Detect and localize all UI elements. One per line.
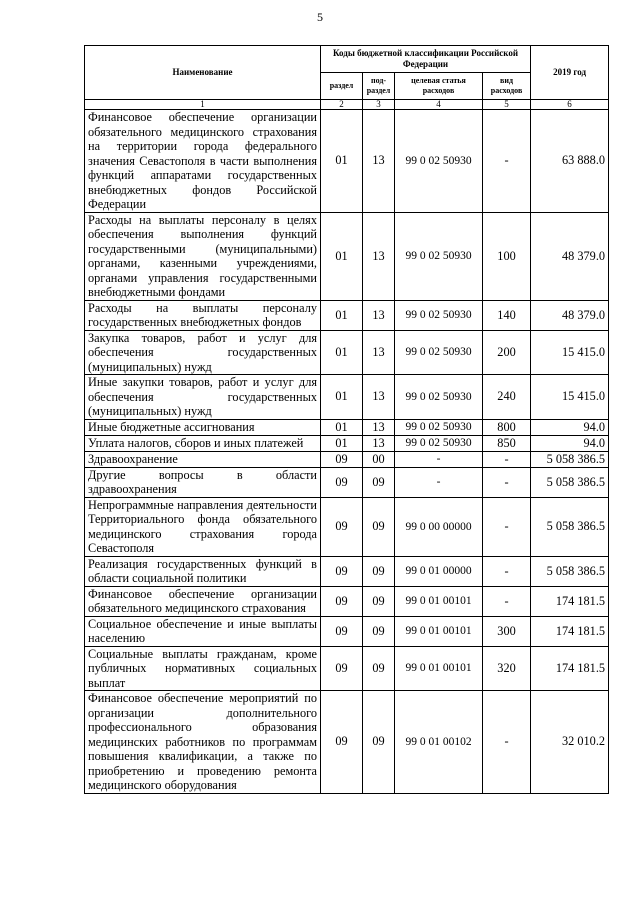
row-subsection: 13	[363, 419, 395, 435]
row-name: Иные бюджетные ассигнования	[85, 419, 321, 435]
row-target: 99 0 02 50930	[395, 419, 483, 435]
budget-table	[84, 45, 609, 794]
row-name: Другие вопросы в области здравоохранения	[85, 467, 321, 497]
row-target: 99 0 02 50930	[395, 330, 483, 375]
row-subsection: 09	[363, 646, 395, 691]
row-section: 09	[321, 497, 363, 556]
row-target: 99 0 02 50930	[395, 375, 483, 420]
table-row	[85, 646, 609, 691]
row-type: -	[483, 451, 531, 467]
table-row	[85, 419, 609, 435]
row-name: Социальные выплаты гражданам, кроме публичных нормативных социальных выплат	[85, 646, 321, 691]
row-subsection: 09	[363, 691, 395, 794]
row-subsection: 13	[363, 330, 395, 375]
table-row	[85, 497, 609, 556]
row-section: 01	[321, 330, 363, 375]
row-section: 01	[321, 110, 363, 213]
row-name: Непрограммные направления деятельности Территориального фонда обязательного медицинского страхования города Севастополя	[85, 497, 321, 556]
row-subsection: 13	[363, 110, 395, 213]
row-section: 09	[321, 451, 363, 467]
row-target: 99 0 01 00101	[395, 586, 483, 616]
row-type: 140	[483, 300, 531, 330]
row-section: 01	[321, 435, 363, 451]
row-section: 09	[321, 556, 363, 586]
header-target: целевая статья расходов	[395, 73, 483, 100]
row-amount: 5 058 386.5	[531, 467, 609, 497]
table-row	[85, 467, 609, 497]
row-name: Финансовое обеспечение организации обязательного медицинского страхования на территории города федерального значения Севастополя в части выполнения функций аппаратами государственных внебюджетных фондов Российской Федерации	[85, 110, 321, 213]
row-name: Здравоохранение	[85, 451, 321, 467]
row-type: -	[483, 467, 531, 497]
row-type: -	[483, 586, 531, 616]
header-type: вид расходов	[483, 73, 531, 100]
row-target: 99 0 00 00000	[395, 497, 483, 556]
header-subsection: под-раздел	[363, 73, 395, 100]
table-row	[85, 451, 609, 467]
row-section: 01	[321, 419, 363, 435]
row-subsection: 09	[363, 616, 395, 646]
row-target: 99 0 01 00101	[395, 616, 483, 646]
page-number: 5	[317, 10, 323, 24]
row-type: 320	[483, 646, 531, 691]
row-type: 240	[483, 375, 531, 420]
row-name: Иные закупки товаров, работ и услуг для обеспечения государственных (муниципальных) нужд	[85, 375, 321, 420]
row-amount: 15 415.0	[531, 375, 609, 420]
header-section: раздел	[321, 73, 363, 100]
row-amount: 48 379.0	[531, 212, 609, 300]
row-target: 99 0 01 00101	[395, 646, 483, 691]
row-target: 99 0 02 50930	[395, 110, 483, 213]
row-name: Уплата налогов, сборов и иных платежей	[85, 435, 321, 451]
row-section: 09	[321, 586, 363, 616]
row-amount: 5 058 386.5	[531, 451, 609, 467]
header-year: 2019 год	[531, 46, 609, 100]
row-target: 99 0 02 50930	[395, 212, 483, 300]
row-section: 01	[321, 300, 363, 330]
row-subsection: 09	[363, 467, 395, 497]
table-row	[85, 586, 609, 616]
column-number: 1	[85, 100, 321, 110]
table-row	[85, 300, 609, 330]
row-amount: 94.0	[531, 419, 609, 435]
row-subsection: 09	[363, 556, 395, 586]
row-name: Социальное обеспечение и иные выплаты населению	[85, 616, 321, 646]
row-target: 99 0 02 50930	[395, 435, 483, 451]
row-name: Финансовое обеспечение мероприятий по организации дополнительного профессионального образования медицинских работников по программам повышения квалификации, а также по приобретению и проведению ремонта медицинского оборудования	[85, 691, 321, 794]
row-subsection: 00	[363, 451, 395, 467]
row-target: -	[395, 467, 483, 497]
table-row	[85, 212, 609, 300]
row-amount: 174 181.5	[531, 646, 609, 691]
row-amount: 174 181.5	[531, 586, 609, 616]
row-type: 850	[483, 435, 531, 451]
row-section: 01	[321, 375, 363, 420]
row-name: Расходы на выплаты персоналу государственных внебюджетных фондов	[85, 300, 321, 330]
row-subsection: 13	[363, 300, 395, 330]
row-subsection: 09	[363, 586, 395, 616]
row-amount: 174 181.5	[531, 616, 609, 646]
row-amount: 15 415.0	[531, 330, 609, 375]
column-number: 3	[363, 100, 395, 110]
row-name: Расходы на выплаты персоналу в целях обеспечения выполнения функций государственными (муниципальными) органами, казенными учреждениями, органами управления государственными внебюджетными фондами	[85, 212, 321, 300]
row-amount: 5 058 386.5	[531, 497, 609, 556]
row-type: -	[483, 497, 531, 556]
row-subsection: 09	[363, 497, 395, 556]
row-name: Реализация государственных функций в области социальной политики	[85, 556, 321, 586]
row-type: -	[483, 691, 531, 794]
table-row	[85, 691, 609, 794]
table-row	[85, 110, 609, 213]
row-section: 09	[321, 646, 363, 691]
row-subsection: 13	[363, 375, 395, 420]
row-target: 99 0 01 00102	[395, 691, 483, 794]
row-type: 800	[483, 419, 531, 435]
row-type: 300	[483, 616, 531, 646]
row-amount: 94.0	[531, 435, 609, 451]
row-type: -	[483, 110, 531, 213]
row-type: 200	[483, 330, 531, 375]
row-target: 99 0 01 00000	[395, 556, 483, 586]
row-section: 09	[321, 691, 363, 794]
table-row	[85, 556, 609, 586]
column-numbers-row	[85, 100, 609, 110]
row-subsection: 13	[363, 435, 395, 451]
table-row	[85, 435, 609, 451]
header-name: Наименование	[85, 46, 321, 100]
column-number: 2	[321, 100, 363, 110]
row-name: Закупка товаров, работ и услуг для обеспечения государственных (муниципальных) нужд	[85, 330, 321, 375]
row-amount: 5 058 386.5	[531, 556, 609, 586]
row-type: -	[483, 556, 531, 586]
row-amount: 48 379.0	[531, 300, 609, 330]
row-amount: 63 888.0	[531, 110, 609, 213]
row-name: Финансовое обеспечение организации обязательного медицинского страхования	[85, 586, 321, 616]
row-amount: 32 010.2	[531, 691, 609, 794]
column-number: 5	[483, 100, 531, 110]
row-section: 09	[321, 467, 363, 497]
table-row	[85, 616, 609, 646]
row-target: -	[395, 451, 483, 467]
header-codes: Коды бюджетной классификации Российской Федерации	[321, 46, 531, 73]
row-type: 100	[483, 212, 531, 300]
table-row	[85, 330, 609, 375]
column-number: 6	[531, 100, 609, 110]
row-subsection: 13	[363, 212, 395, 300]
table-row	[85, 375, 609, 420]
row-target: 99 0 02 50930	[395, 300, 483, 330]
row-section: 09	[321, 616, 363, 646]
column-number: 4	[395, 100, 483, 110]
row-section: 01	[321, 212, 363, 300]
